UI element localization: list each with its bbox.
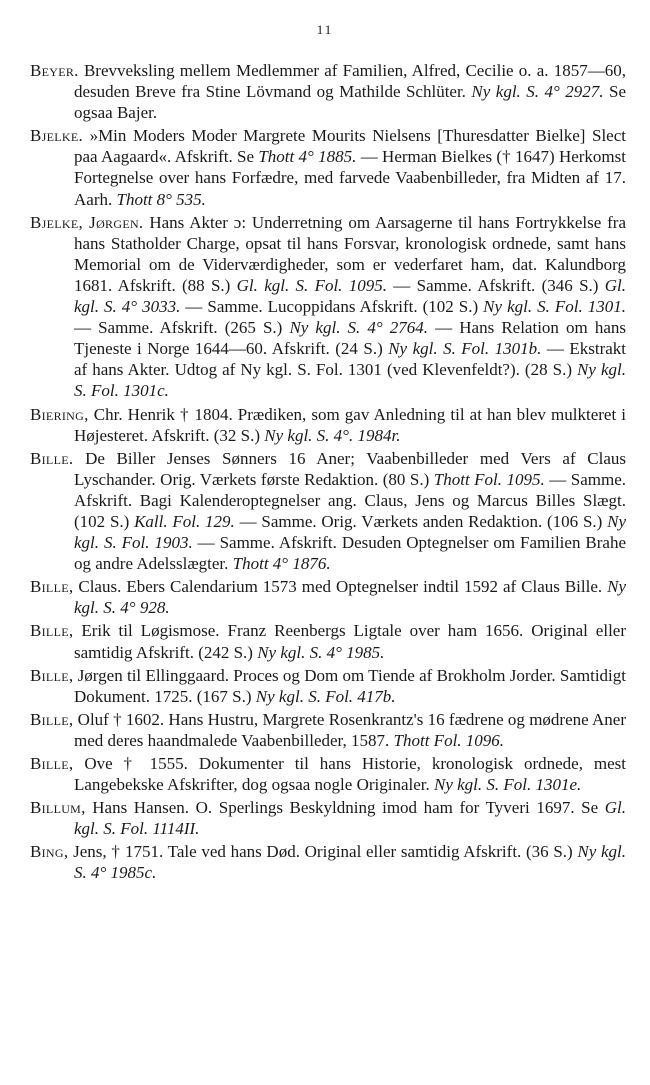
entry-text: — Samme. Afskrift. (346 S.) <box>387 275 605 295</box>
catalogue-entry <box>30 60 626 123</box>
shelfmark: Ny kgl. S. Fol. 417b. <box>255 686 396 706</box>
shelfmark: Ny kgl. S. Fol. 1301c. <box>74 360 626 401</box>
shelfmark: Kall. Fol. 129. <box>134 511 235 531</box>
page-number: 11 <box>316 22 334 37</box>
entry-text: Jørgen til Ellinggaard. Proces og Dom om Tiende af Brokholm Jorder. Samtidigt Dokument. 1725. (167 S.) <box>74 665 626 706</box>
entry-text: — Samme. Afskrift. Desuden Optegnelser om Familien Brahe og andre Adelsslægter. <box>74 533 626 574</box>
entry-text: — Ekstrakt af hans Akter. Udtog af Ny kgl. S. Fol. 1301 (ved Klevenfeldt?). (28 S.) <box>74 339 626 380</box>
catalogue-entry <box>30 404 626 446</box>
entry-text: Hans Akter ɔ: Underretning om Aarsagerne til hans Fortrykkelse fra hans Statholder Charge, opsat til hans Forsvar, kronologisk ordnede, samt hans Memorial om de Viderværdigheder, som er vederfaret ham, dat. Kalundborg 1681. Afskrift. (88 S.) <box>74 212 626 295</box>
entry-headword: Biering, <box>30 404 89 424</box>
entry-headword: Bille, <box>30 577 74 597</box>
catalogue-entry <box>30 797 626 839</box>
shelfmark: Ny kgl. S. 4° 1985. <box>257 642 385 662</box>
entry-text: — Samme. Afskrift. Bagi Kalenderoptegnelser ang. Claus, Jens og Marcus Billes Slægt. (102 S.) <box>74 469 626 531</box>
entry-headword: Bille. <box>30 448 74 468</box>
catalogue-entry <box>30 576 626 618</box>
entry-headword: Bille, <box>30 665 74 685</box>
catalogue-entry <box>30 709 626 751</box>
shelfmark: Ny kgl. S. 4° 2927. <box>471 82 604 102</box>
entry-headword: Bing, <box>30 842 69 862</box>
shelfmark: Thott Fol. 1095. <box>433 469 545 489</box>
shelfmark: Ny kgl. S. 4° 2764. <box>289 318 429 338</box>
shelfmark: Thott 4° 1876. <box>232 554 331 574</box>
shelfmark: Gl. kgl. S. Fol. 1114II. <box>74 798 626 839</box>
catalogue-entry <box>30 841 626 883</box>
entry-text: — Herman Bielkes († 1647) Herkomst Fortegnelse over hans Forfædre, med farvede Vaabenbilleder, fra Midten af 17. Aarh. <box>74 147 626 209</box>
entry-headword: Bille, <box>30 754 74 773</box>
shelfmark: Thott Fol. 1096. <box>393 730 505 750</box>
entry-headword: Billum, <box>30 798 86 818</box>
entry-text: Brevveksling mellem Medlemmer af Familien, Alfred, Cecilie o. a. 1857—60, desuden Breve fra Stine Lövmand og Mathilde Schlüter. <box>74 61 626 102</box>
catalogue-entry <box>30 212 626 402</box>
catalogue-entry <box>30 125 626 209</box>
entry-text: — Samme. Afskrift. (265 S.) <box>74 318 290 338</box>
catalogue-entry <box>30 753 626 795</box>
shelfmark: Thott 8° 535. <box>116 189 206 209</box>
catalogue-entry <box>30 620 626 662</box>
shelfmark: Ny kgl. S. 4° 928. <box>74 577 626 618</box>
entry-text: Jens, † 1751. Tale ved hans Død. Original eller samtidig Afskrift. (36 S.) <box>73 842 578 862</box>
shelfmark: Thott 4° 1885. <box>258 147 357 167</box>
entry-text: Oluf † 1602. Hans Hustru, Margrete Rosenkrantz's 16 fædrene og mødrene Aner med deres haandmalede Vaabenbilleder, 1587. <box>74 709 627 750</box>
entry-headword: Bille, <box>30 621 74 641</box>
shelfmark: Ny kgl. S. Fol. 1301. <box>483 297 626 317</box>
catalogue-entries <box>30 60 626 886</box>
entry-text: Erik til Løgismose. Franz Reenbergs Ligtale over ham 1656. Original eller samtidig Afskrift. (242 S.) <box>74 621 626 662</box>
entry-text: Ove † 1555. Dokumenter til hans Historie, kronologisk ordnede, mest Langebekske Afskrifter, dog ogsaa nogle Originaler. <box>74 754 626 795</box>
catalogue-entry <box>30 448 626 575</box>
entry-text: Claus. Ebers Calendarium 1573 med Optegnelser indtil 1592 af Claus Bille. <box>78 577 608 597</box>
shelfmark: Gl. kgl. S. 4° 3033. <box>74 275 626 317</box>
shelfmark: Ny kgl. S. Fol. 1301e. <box>434 775 582 795</box>
shelfmark: Ny kgl. S. Fol. 1301b. <box>388 339 542 359</box>
entry-text: »Min Moders Moder Margrete Mourits Nielsens [Thuresdatter Bielke] Slect paa Aagaard«. Afskrift. Se <box>74 126 626 167</box>
shelfmark: Gl. kgl. S. Fol. 1095. <box>236 275 387 295</box>
entry-headword: Bille, <box>30 709 74 729</box>
entry-text: — Samme. Orig. Værkets anden Redaktion. (106 S.) <box>234 511 608 531</box>
entry-headword: Beyer. <box>30 61 79 80</box>
entry-headword: Bjelke, Jørgen. <box>30 212 144 232</box>
entry-text: Chr. Henrik † 1804. Prædiken, som gav Anledning til at han blev mulkteret i Højesteret. Afskrift. (32 S.) <box>74 404 627 445</box>
shelfmark: Ny kgl. S. Fol. 1903. <box>74 511 626 553</box>
catalogue-entry <box>30 665 626 707</box>
entry-text: Se ogsaa Bajer. <box>74 82 627 123</box>
entry-headword: Bjelke. <box>30 126 84 146</box>
entry-text: — Hans Relation om hans Tjeneste i Norge 1644—60. Afskrift. (24 S.) <box>74 318 627 359</box>
shelfmark: Ny kgl. S. 4° 1985c. <box>74 842 627 883</box>
entry-text: — Samme. Lucoppidans Afskrift. (102 S.) <box>180 297 484 317</box>
shelfmark: Ny kgl. S. 4°. 1984r. <box>264 425 401 445</box>
entry-text: De Biller Jenses Sønners 16 Aner; Vaabenbilleder med Vers af Claus Lyschander. Orig. Værkets første Redaktion. (80 S.) <box>74 448 626 489</box>
entry-text: Hans Hansen. O. Sperlings Beskyldning imod ham for Tyveri 1697. Se <box>92 798 605 818</box>
